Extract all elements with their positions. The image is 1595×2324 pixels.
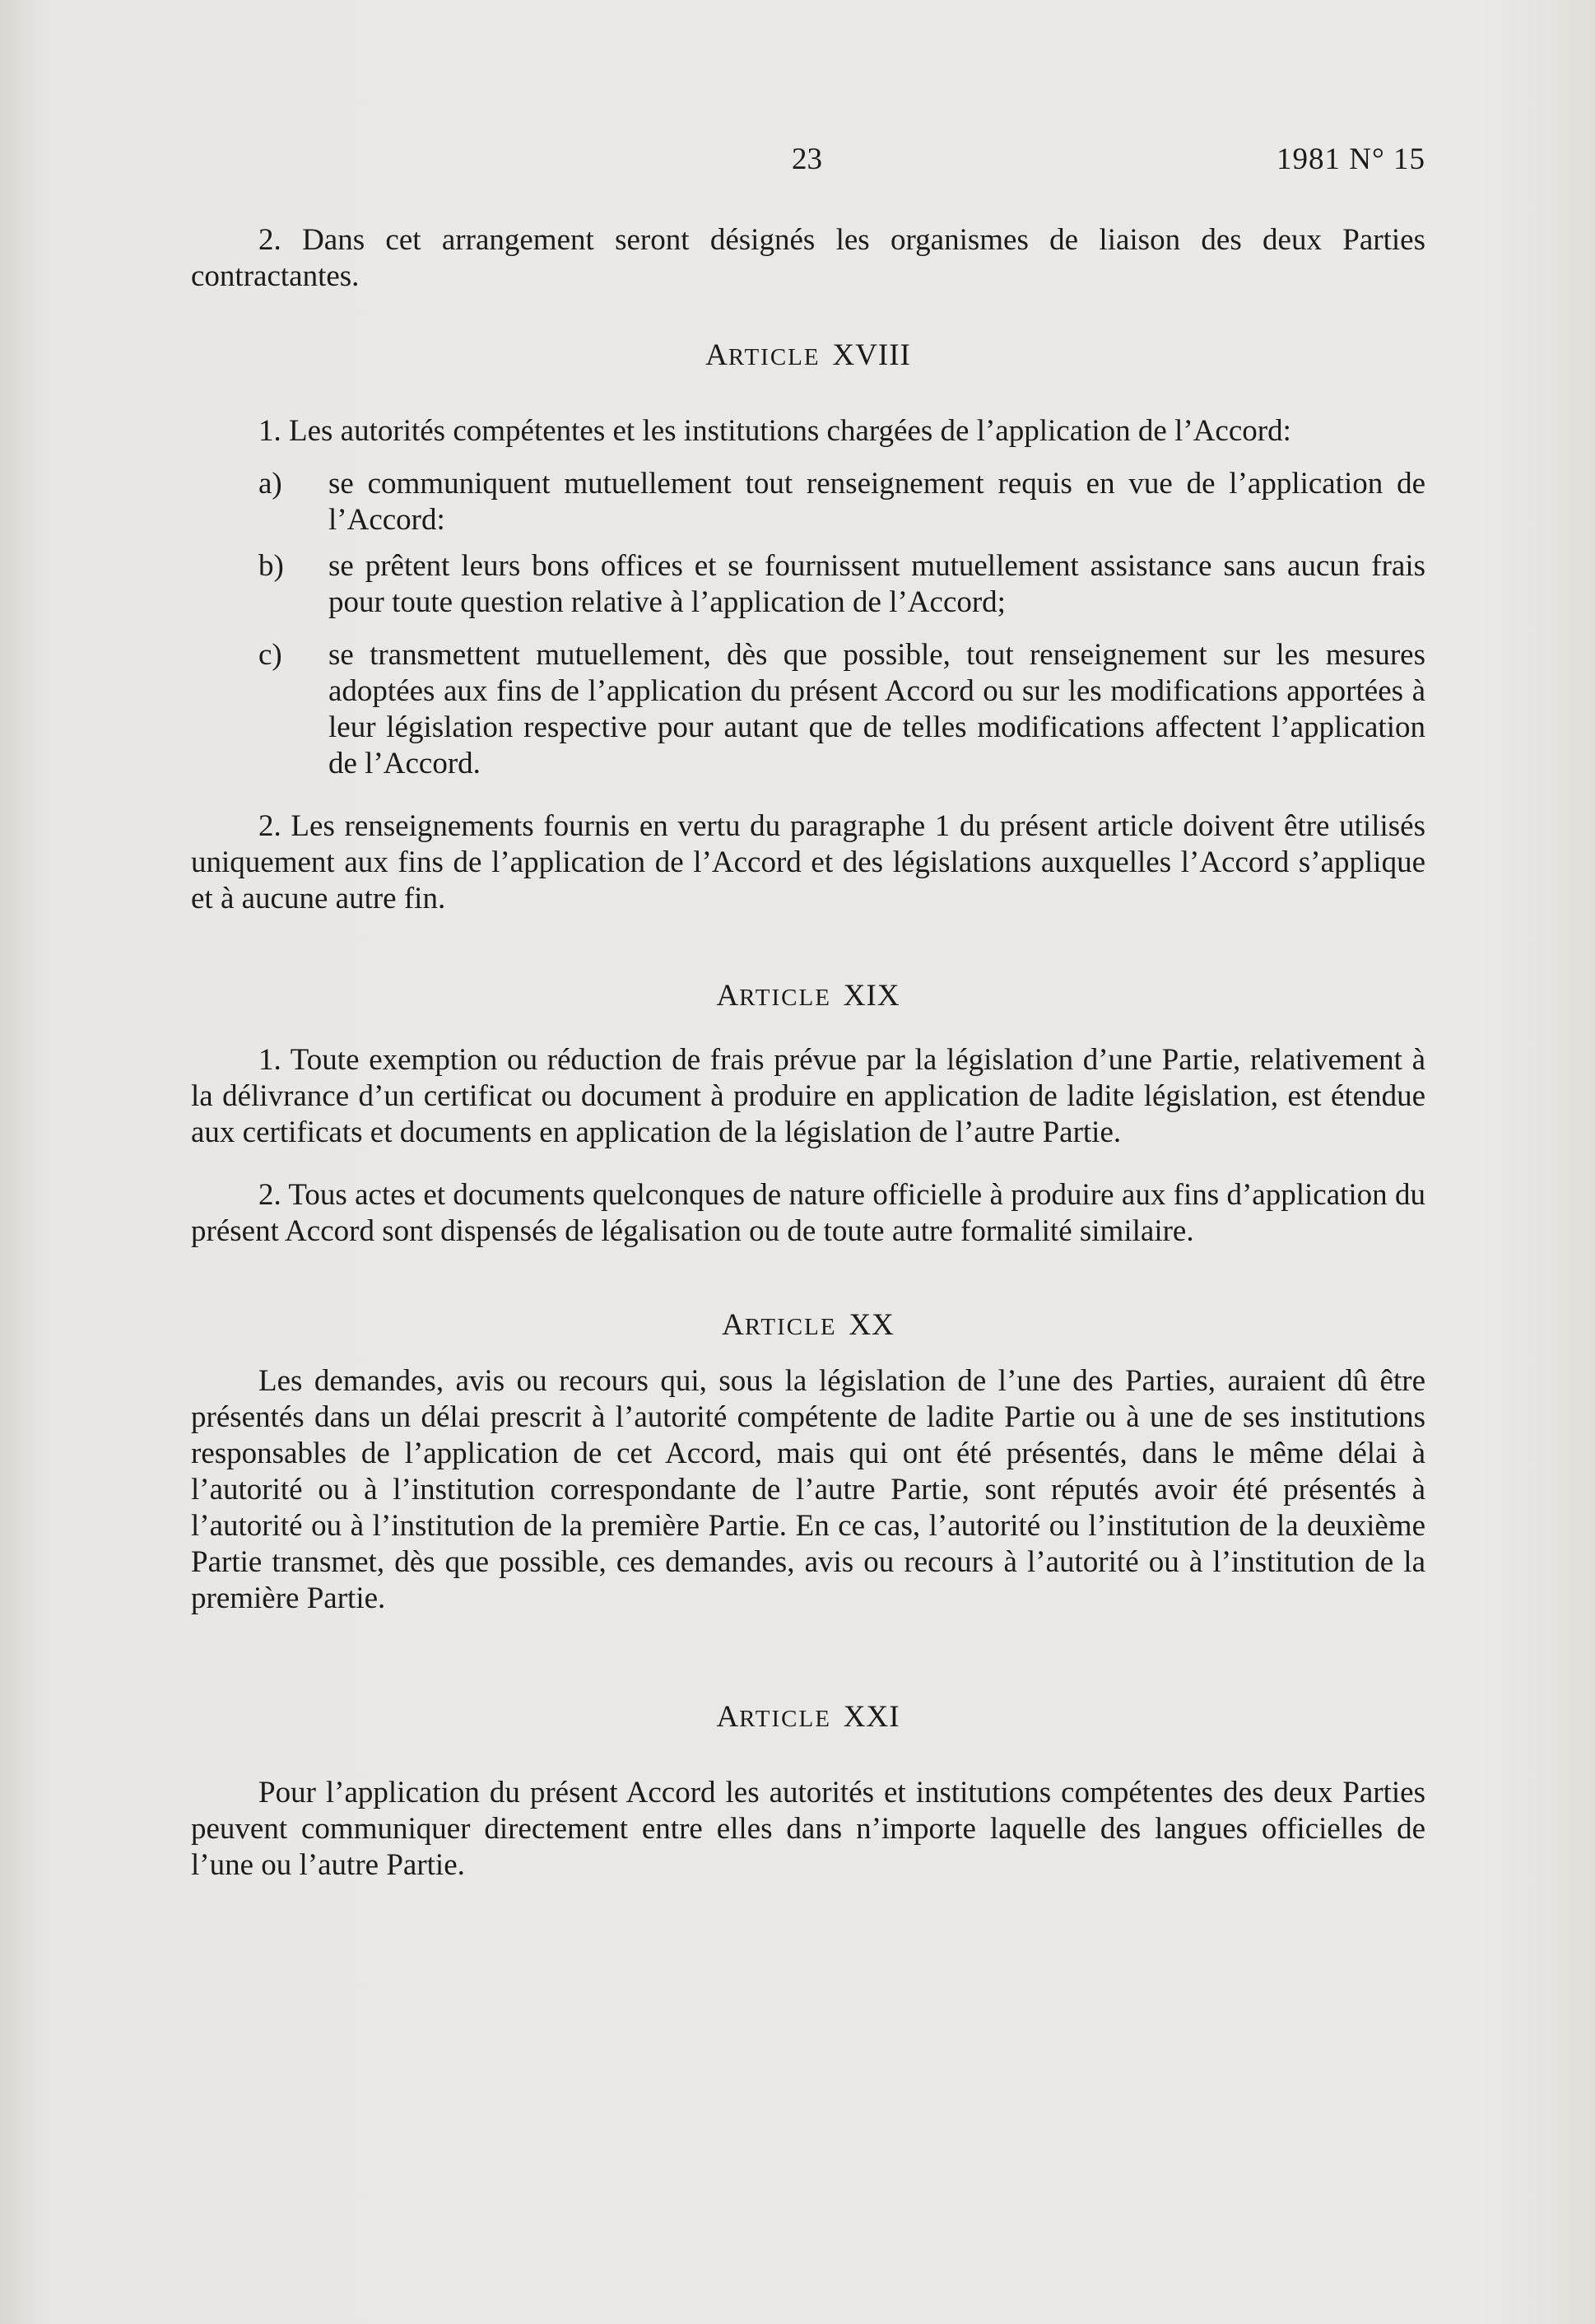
document-reference: 1981 N° 15 bbox=[1276, 142, 1425, 176]
article-xviii-item-c bbox=[258, 637, 1425, 782]
article-xvii-paragraph-2: 2. Dans cet arrangement seront désignés les organismes de liaison des deux Parties contractantes. bbox=[191, 223, 1425, 293]
heading-number: XIX bbox=[843, 979, 900, 1013]
article-xx-paragraph-1: Les demandes, avis ou recours qui, sous la législation de l’une des Parties, auraient dû être présentés dans un délai prescrit à l’autorité compétente de ladite Partie ou à une de ses institutions responsables de l’application de cet Accord, mais qui ont été présentés, dans le même délai à l’autorité ou à l’institution correspondante de l’autre Partie, sont réputés avoir été présentés à l’autorité ou à l’institution de la première Partie. En ce cas, l’autorité ou l’institution de la deuxième Partie transmet, dès que possible, ces demandes, avis ou recours à l’autorité ou à l’institution de la première Partie. bbox=[191, 1364, 1425, 1615]
article-xix-heading bbox=[191, 973, 1425, 1016]
item-text: se prêtent leurs bons offices et se fournissent mutuellement assistance sans aucun frais pour toute question relative à l’application de l’Accord; bbox=[328, 549, 1425, 619]
article-xviii-heading bbox=[191, 333, 1425, 375]
heading-number: XVIII bbox=[832, 338, 911, 372]
article-xx-heading bbox=[191, 1302, 1425, 1345]
article-xix-paragraph-1: 1. Toute exemption ou réduction de frais prévue par la législation d’une Partie, relativement à la délivrance d’un certificat ou document à produire en application de ladite législation, est étendue aux certificats et documents en application de la législation de l’autre Partie. bbox=[191, 1043, 1425, 1149]
page-number: 23 bbox=[792, 142, 822, 176]
heading-number: XXI bbox=[843, 1700, 900, 1734]
heading-rest: RTICLE bbox=[739, 1706, 831, 1732]
heading-rest: RTICLE bbox=[744, 1314, 837, 1340]
heading-initial: A bbox=[722, 1308, 745, 1342]
heading-rest: RTICLE bbox=[728, 344, 821, 370]
article-xix-paragraph-2: 2. Tous actes et documents quelconques de nature officielle à produire aux fins d’application du présent Accord sont dispensés de légalisation ou de toute autre formalité similaire. bbox=[191, 1178, 1425, 1248]
page-content bbox=[191, 222, 1425, 1884]
heading-initial: A bbox=[716, 1700, 740, 1734]
article-xviii-item-b bbox=[258, 548, 1425, 621]
item-letter: a) bbox=[258, 467, 282, 501]
heading-initial: A bbox=[705, 338, 728, 372]
article-xxi-heading bbox=[191, 1694, 1425, 1737]
item-letter: b) bbox=[258, 549, 284, 583]
heading-initial: A bbox=[716, 979, 740, 1013]
article-xviii-item-a bbox=[258, 466, 1425, 538]
item-text: se communiquent mutuellement tout renseignement requis en vue de l’application de l’Accord: bbox=[328, 467, 1425, 537]
item-text: se transmettent mutuellement, dès que possible, tout renseignement sur les mesures adoptées aux fins de l’application du présent Accord ou sur les modifications apportées à leur législation respective pour autant que de telles modifications affectent l’application de l’Accord. bbox=[328, 638, 1425, 780]
article-xxi-paragraph-1: Pour l’application du présent Accord les autorités et institutions compétentes des deux Parties peuvent communiquer directement entre elles dans n’importe laquelle des langues officielles de l’une ou l’autre Partie. bbox=[191, 1776, 1425, 1882]
heading-number: XX bbox=[849, 1308, 895, 1342]
heading-rest: RTICLE bbox=[739, 985, 831, 1011]
article-xviii-paragraph-1: 1. Les autorités compétentes et les institutions chargées de l’application de l’Accord: bbox=[258, 414, 1291, 448]
article-xviii-paragraph-2: 2. Les renseignements fournis en vertu du paragraphe 1 du présent article doivent être utilisés uniquement aux fins de l’application de l’Accord et des législations auxquelles l’Accord s’applique et à aucune autre fin. bbox=[191, 809, 1425, 915]
item-letter: c) bbox=[258, 638, 282, 672]
